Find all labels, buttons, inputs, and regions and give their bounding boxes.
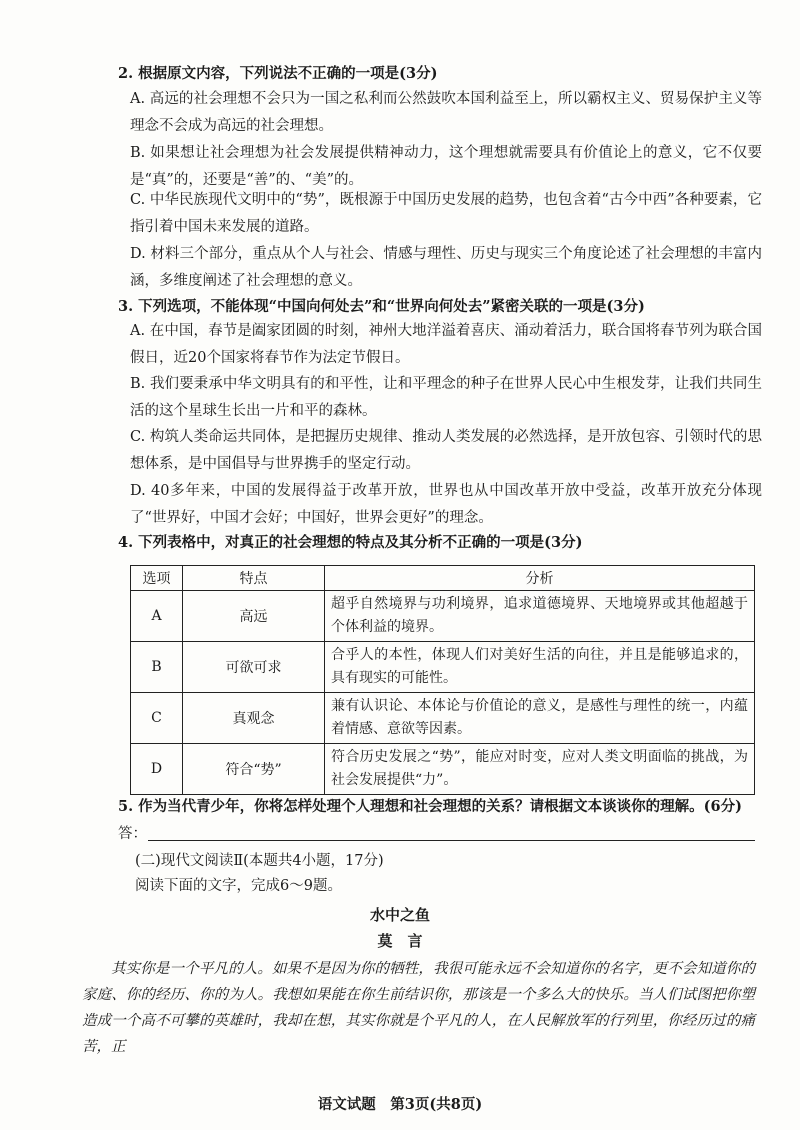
answer-line[interactable]	[148, 840, 755, 841]
row-option: D	[131, 744, 183, 795]
q2-stem: 2. 根据原文内容，下列说法不正确的一项是(3分)	[118, 65, 438, 82]
q3-stem: 3. 下列选项，不能体现“中国向何处去”和“世界向何处去”紧密关联的一项是(3分)	[118, 298, 645, 315]
row-feature: 真观念	[183, 693, 325, 744]
row-analysis: 合乎人的本性，体现人们对美好生活的向往，并且是能够追求的，具有现实的可能性。	[325, 642, 755, 693]
row-feature: 符合“势”	[183, 744, 325, 795]
q2-option-d: D. 材料三个部分，重点从个人与社会、情感与理性、历史与现实三个角度论述了社会理想的丰富内涵，多维度阐述了社会理想的意义。	[130, 246, 762, 289]
row-feature: 高远	[183, 591, 325, 642]
row-feature: 可欲可求	[183, 642, 325, 693]
q3-option-d: D. 40多年来，中国的发展得益于改革开放，世界也从中国改革开放中受益，改革开放充分体现了“世界好，中国才会好；中国好，世界会更好”的理念。	[130, 483, 762, 526]
header-analysis: 分析	[325, 566, 755, 591]
q4-table	[130, 565, 755, 795]
header-option: 选项	[131, 566, 183, 591]
row-option: C	[131, 693, 183, 744]
q3-option-c: C. 构筑人类命运共同体，是把握历史规律、推动人类发展的必然选择，是开放包容、引领时代的思想体系，是中国倡导与世界携手的坚定行动。	[130, 429, 762, 472]
header-feature: 特点	[183, 566, 325, 591]
q3-option-b: B. 我们要秉承中华文明具有的和平性，让和平理念的种子在世界人民心中生根发芽，让我们共同生活的这个星球生长出一片和平的森林。	[130, 376, 762, 419]
section-heading: (二)现代文阅读Ⅱ(本题共4小题，17分)	[135, 853, 384, 869]
page-footer: 语文试题 第3页(共8页)	[317, 1096, 483, 1113]
row-option: B	[131, 642, 183, 693]
passage-title: 水中之鱼	[369, 906, 430, 924]
row-analysis: 兼有认识论、本体论与价值论的意义，是感性与理性的统一，内蕴着情感、意欲等因素。	[325, 693, 755, 744]
table-row	[131, 642, 755, 693]
q2-option-c: C. 中华民族现代文明中的“势”，既根源于中国历史发展的趋势，也包含着“古今中西”各种要素，它指引着中国未来发展的道路。	[130, 192, 762, 235]
table-row	[131, 591, 755, 642]
q2-option-b: B. 如果想让社会理想为社会发展提供精神动力，这个理想就需要具有价值论上的意义，它不仅要是“真”的，还要是“善”的、“美”的。	[130, 145, 762, 188]
row-option: A	[131, 591, 183, 642]
q3-option-a: A. 在中国，春节是阖家团圆的时刻，神州大地洋溢着喜庆、涌动着活力，联合国将春节列为联合国假日，近20个国家将春节作为法定节假日。	[130, 323, 762, 366]
row-analysis: 符合历史发展之“势”，能应对时变，应对人类文明面临的挑战，为社会发展提供“力”。	[325, 744, 755, 795]
answer-label: 答：	[118, 826, 147, 842]
passage-body: 其实你是一个平凡的人。如果不是因为你的牺牲，我很可能永远不会知道你的名字，更不会知道你的家庭、你的经历、你的为人。我想如果能在你生前结识你，那该是一个多么大的快乐。当人们试图把你塑造成一个高不可攀的英雄时，我却在想，其实你就是个平凡的人，在人民解放军的行列里，你经历过的痛苦，正	[82, 961, 755, 1055]
q4-stem: 4. 下列表格中，对真正的社会理想的特点及其分析不正确的一项是(3分)	[118, 534, 583, 551]
q5-stem: 5. 作为当代青少年，你将怎样处理个人理想和社会理想的关系？请根据文本谈谈你的理解。(6分)	[118, 798, 742, 815]
q2-option-a: A. 高远的社会理想不会只为一国之私利而公然鼓吹本国利益至上，所以霸权主义、贸易保护主义等理念不会成为高远的社会理想。	[130, 91, 762, 134]
passage-author: 莫 言	[377, 932, 423, 950]
table-row	[131, 744, 755, 795]
table-row	[131, 693, 755, 744]
table-header-row	[131, 566, 755, 591]
section-instruction: 阅读下面的文字，完成6～9题。	[135, 878, 342, 894]
row-analysis: 超乎自然境界与功利境界，追求道德境界、天地境界或其他超越于个体利益的境界。	[325, 591, 755, 642]
